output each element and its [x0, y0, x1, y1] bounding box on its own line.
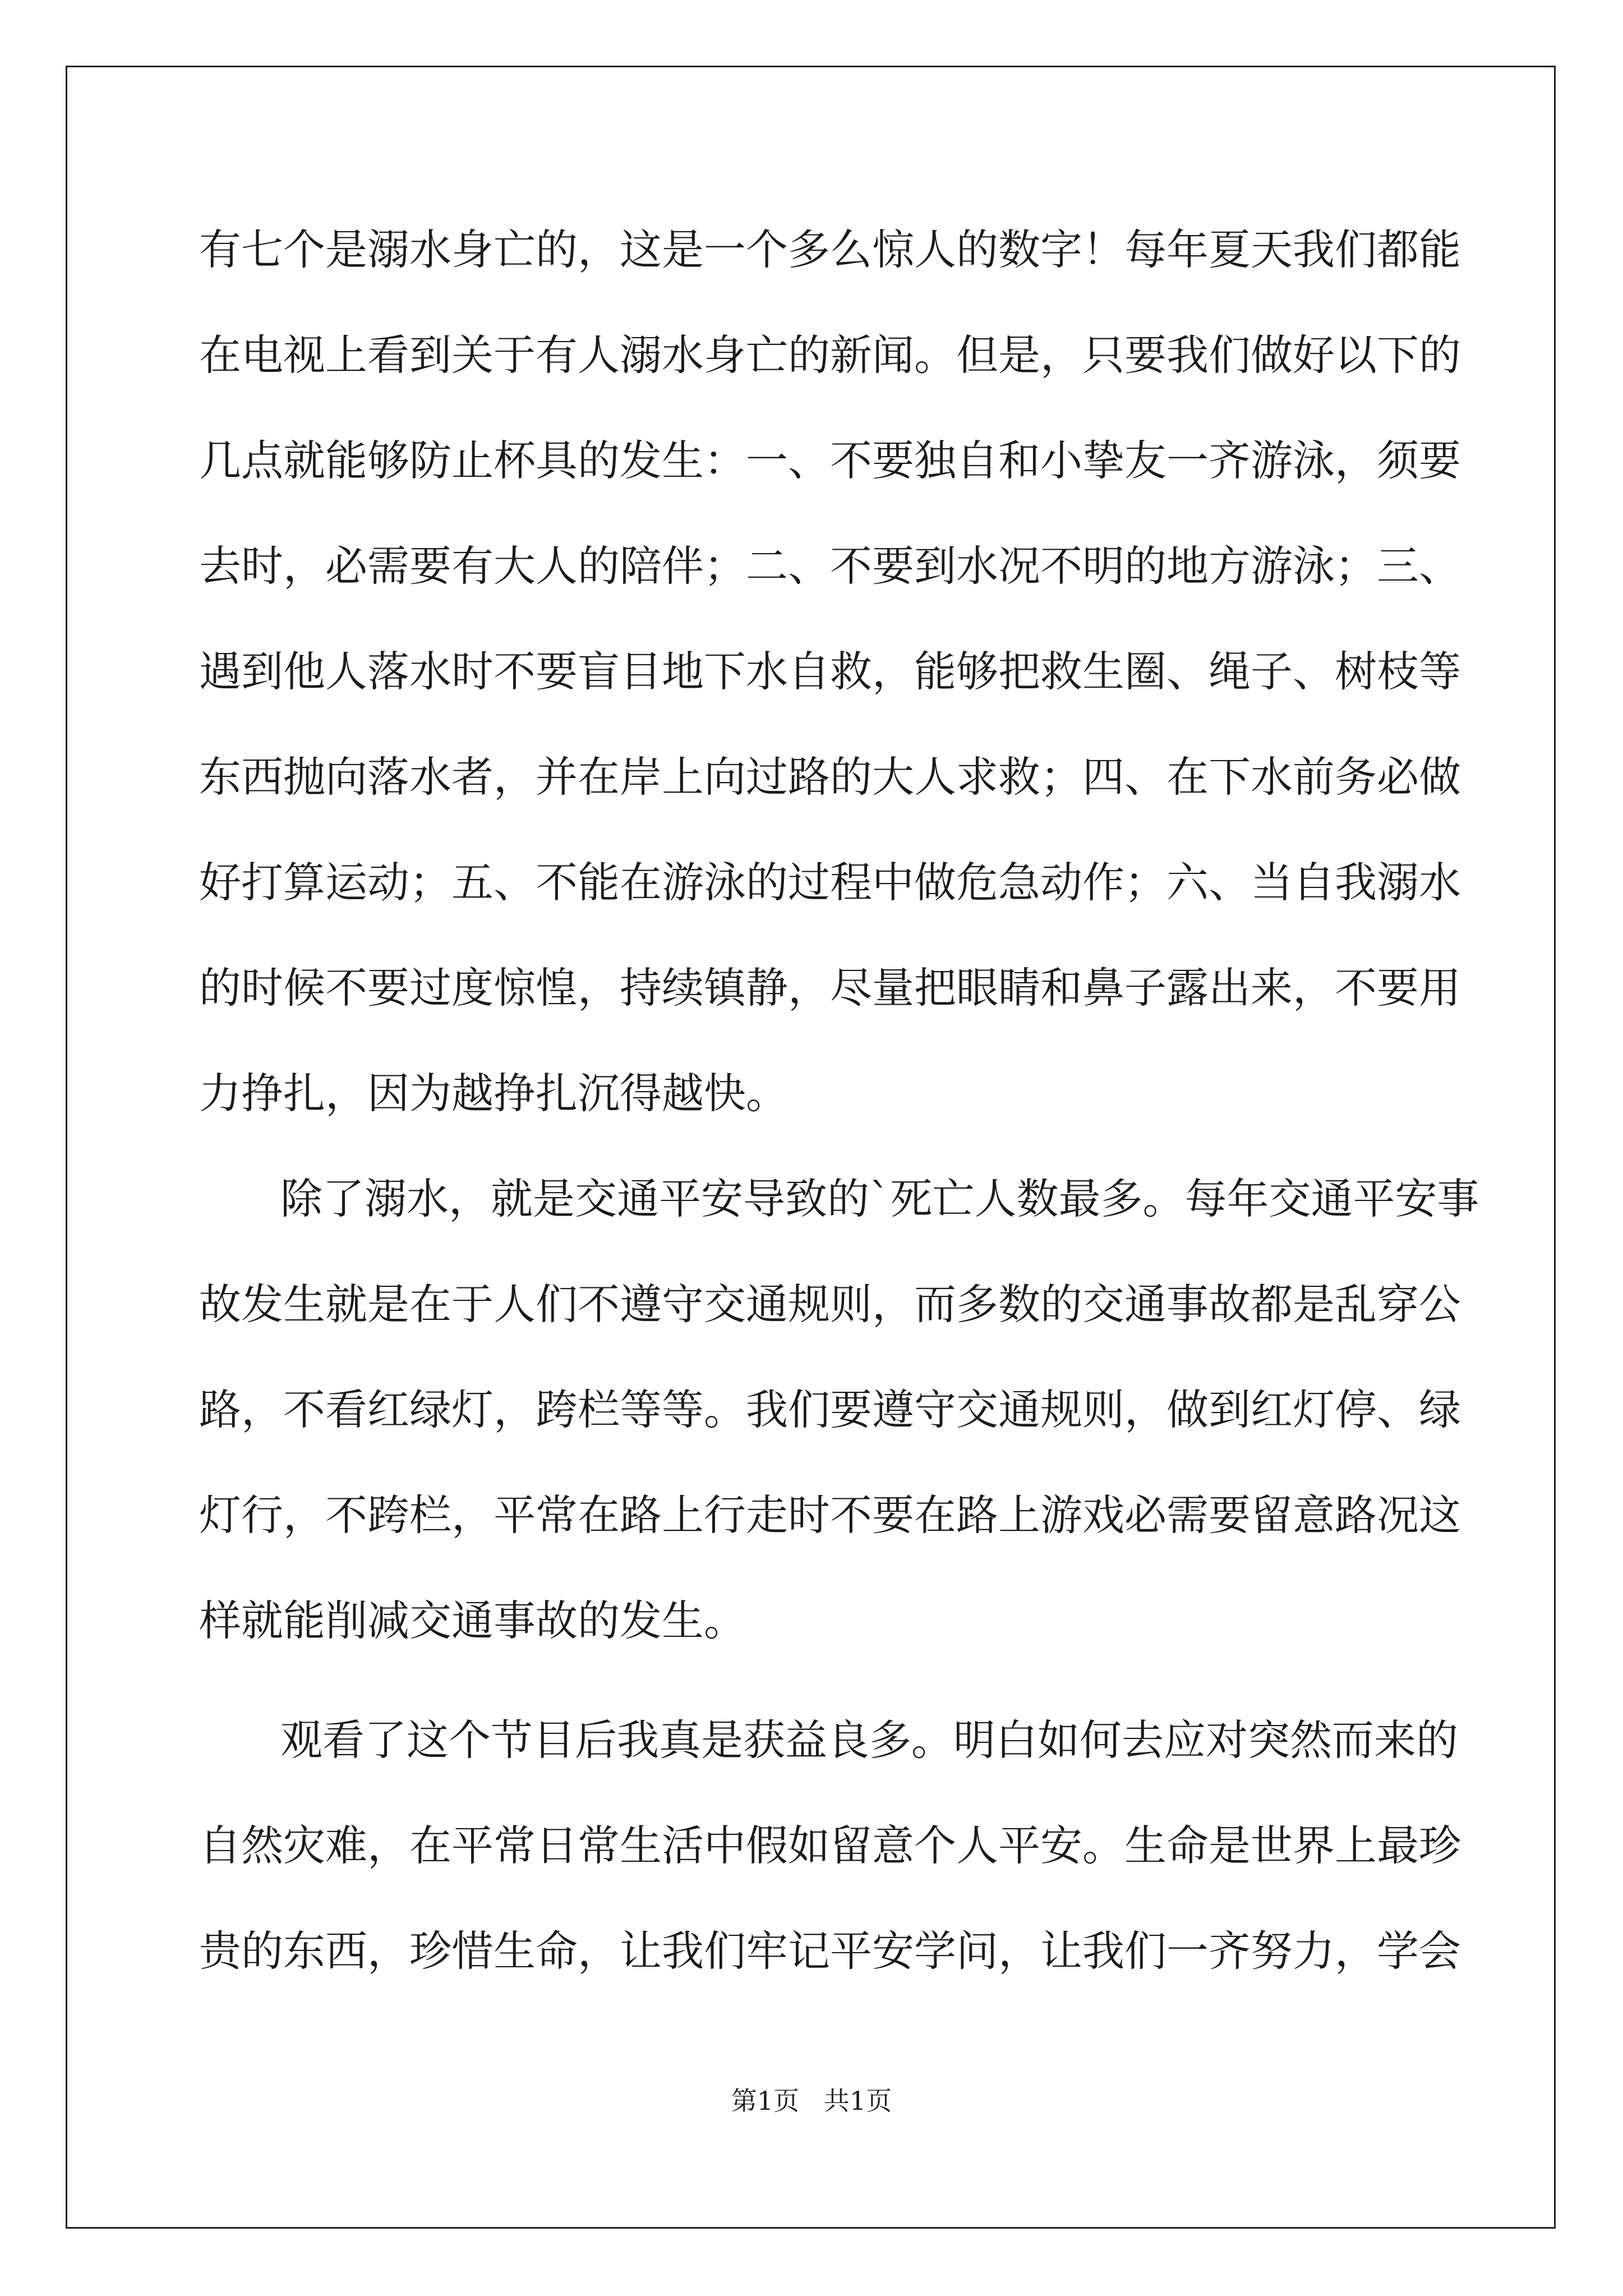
page-number-footer: 第1页 共1页	[731, 2086, 892, 2116]
text-line: 遇到他人落水时不要盲目地下水自救，能够把救生圈、绳子、树枝等	[199, 647, 1461, 696]
text-line: 的时候不要过度惊惶，持续镇静，尽量把眼睛和鼻子露出来，不要用	[199, 963, 1461, 1013]
text-line: 路，不看红绿灯，跨栏等等。我们要遵守交通规则，做到红灯停、绿	[199, 1385, 1461, 1434]
text-line: 样就能削减交通事故的发生。	[199, 1596, 746, 1645]
text-line: 东西抛向落水者，并在岸上向过路的大人求救；四、在下水前务必做	[199, 752, 1461, 802]
text-line: 故发生就是在于人们不遵守交通规则，而多数的交通事故都是乱穿公	[199, 1280, 1461, 1329]
text-line: 自然灾难，在平常日常生活中假如留意个人平安。生命是世界上最珍	[199, 1821, 1461, 1870]
text-line: 在电视上看到关于有人溺水身亡的新闻。但是，只要我们做好以下的	[199, 330, 1461, 380]
text-line: 有七个是溺水身亡的，这是一个多么惊人的数字！每年夏天我们都能	[199, 225, 1461, 274]
page-border	[66, 66, 1556, 2229]
text-line: 贵的东西，珍惜生命，让我们牢记平安学问，让我们一齐努力，学会	[199, 1926, 1461, 1976]
text-line: 几点就能够防止杯具的发生：一、不要独自和小挚友一齐游泳，须要	[199, 436, 1461, 485]
text-line: 灯行，不跨栏，平常在路上行走时不要在路上游戏必需要留意路况这	[199, 1490, 1461, 1540]
text-line: 好打算运动；五、不能在游泳的过程中做危急动作；六、当自我溺水	[199, 858, 1461, 907]
paragraph-first-line: 除了溺水，就是交通平安导致的`死亡人数最多。每年交通平安事	[280, 1174, 1479, 1223]
text-line: 力挣扎，因为越挣扎沉得越快。	[199, 1069, 789, 1118]
text-line: 去时，必需要有大人的陪伴；二、不要到水况不明的地方游泳；三、	[199, 541, 1461, 591]
paragraph-first-line: 观看了这个节目后我真是获益良多。明白如何去应对突然而来的	[280, 1715, 1459, 1765]
